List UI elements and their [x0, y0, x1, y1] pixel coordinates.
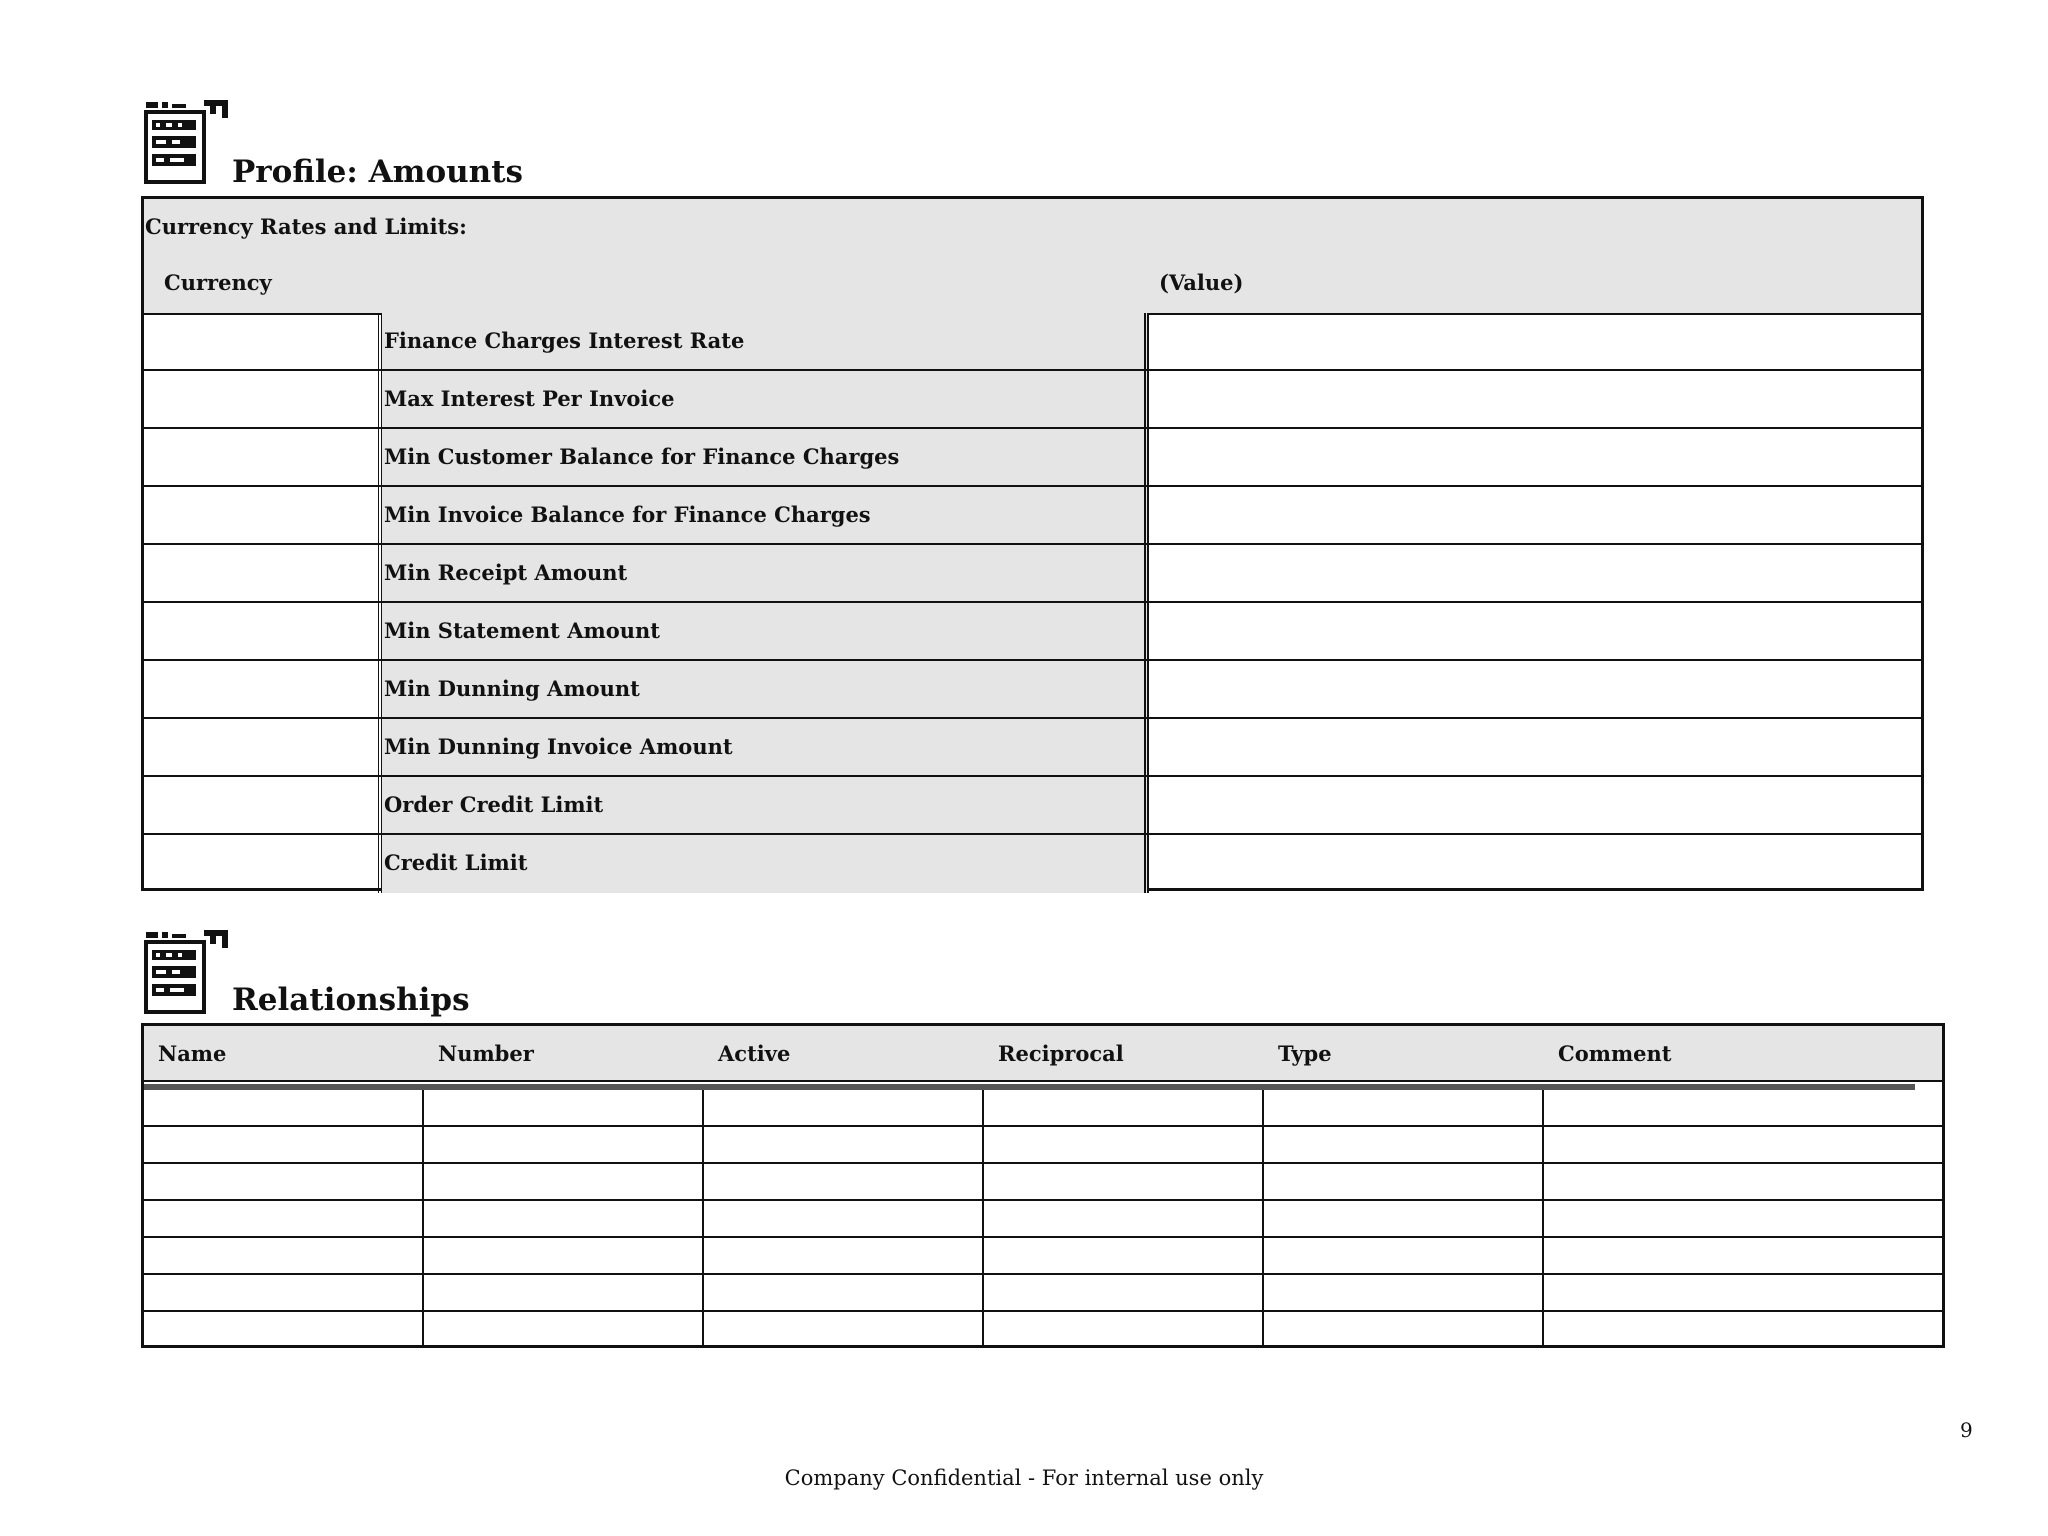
amount-row-label-cell	[382, 545, 1149, 601]
amount-row-label: Credit Limit	[384, 850, 528, 875]
relationships-rows	[144, 1090, 1942, 1345]
currency-input-cell[interactable]	[144, 719, 382, 775]
value-input-cell[interactable]	[1154, 371, 1921, 427]
amounts-table	[141, 196, 1924, 891]
currency-input-cell[interactable]	[144, 487, 382, 543]
currency-input-cell[interactable]	[144, 661, 382, 717]
currency-input-cell[interactable]	[144, 777, 382, 833]
relationships-section-title: Relationships	[232, 982, 470, 1018]
amount-row	[144, 777, 1921, 835]
amount-row-label: Order Credit Limit	[384, 792, 604, 817]
amount-row-label-cell	[382, 603, 1149, 659]
amount-row-label-cell	[382, 313, 1149, 369]
amount-row-label: Min Dunning Amount	[384, 676, 640, 701]
value-column-header: (Value)	[1159, 270, 1244, 295]
amounts-table-header	[144, 199, 1921, 315]
value-input-cell[interactable]	[1154, 545, 1921, 601]
currency-input-cell[interactable]	[144, 429, 382, 485]
relationship-row[interactable]	[144, 1127, 1942, 1164]
relationship-row[interactable]	[144, 1090, 1942, 1127]
type-column-header: Type	[1278, 1041, 1332, 1066]
amount-row-label: Min Customer Balance for Finance Charges	[384, 444, 900, 469]
currency-input-cell[interactable]	[144, 603, 382, 659]
currency-rates-header: Currency Rates and Limits:	[145, 214, 467, 239]
amount-row-label: Min Invoice Balance for Finance Charges	[384, 502, 871, 527]
currency-column-header: Currency	[164, 270, 272, 295]
relationships-table-header	[144, 1026, 1942, 1082]
currency-input-cell[interactable]	[144, 545, 382, 601]
amount-row	[144, 603, 1921, 661]
value-input-cell[interactable]	[1154, 661, 1921, 717]
form-list-icon	[144, 928, 230, 1014]
amount-row-label: Min Statement Amount	[384, 618, 660, 643]
value-input-cell[interactable]	[1154, 719, 1921, 775]
amount-row	[144, 313, 1921, 371]
value-input-cell[interactable]	[1154, 603, 1921, 659]
amount-row-label: Max Interest Per Invoice	[384, 386, 675, 411]
comment-column-header: Comment	[1558, 1041, 1672, 1066]
currency-input-cell[interactable]	[144, 835, 382, 893]
relationship-row[interactable]	[144, 1275, 1942, 1312]
amount-row	[144, 835, 1921, 893]
amounts-rows	[144, 313, 1921, 888]
form-list-icon	[144, 98, 230, 184]
relationship-row[interactable]	[144, 1312, 1942, 1349]
relationships-table	[141, 1023, 1945, 1348]
currency-input-cell[interactable]	[144, 313, 382, 369]
amount-row-label-cell	[382, 487, 1149, 543]
relationship-row[interactable]	[144, 1238, 1942, 1275]
amount-row	[144, 429, 1921, 487]
reciprocal-column-header: Reciprocal	[998, 1041, 1124, 1066]
amount-row	[144, 661, 1921, 719]
active-column-header: Active	[718, 1041, 791, 1066]
amounts-section-title: Profile: Amounts	[232, 154, 523, 190]
amount-row-label-cell	[382, 661, 1149, 717]
amount-row-label: Finance Charges Interest Rate	[384, 328, 745, 353]
page-number: 9	[1960, 1418, 1973, 1442]
amount-row-label-cell	[382, 835, 1149, 893]
amount-row-label-cell	[382, 719, 1149, 775]
name-column-header: Name	[158, 1041, 227, 1066]
value-input-cell[interactable]	[1154, 835, 1921, 893]
amount-row-label: Min Receipt Amount	[384, 560, 628, 585]
amount-row-label: Min Dunning Invoice Amount	[384, 734, 733, 759]
value-input-cell[interactable]	[1154, 487, 1921, 543]
relationship-row[interactable]	[144, 1164, 1942, 1201]
amount-row-label-cell	[382, 371, 1149, 427]
amount-row-label-cell	[382, 429, 1149, 485]
value-input-cell[interactable]	[1154, 429, 1921, 485]
footer-confidential-notice: Company Confidential - For internal use only	[784, 1466, 1264, 1490]
relationship-row[interactable]	[144, 1201, 1942, 1238]
amount-row	[144, 719, 1921, 777]
amount-row	[144, 371, 1921, 429]
value-input-cell[interactable]	[1154, 313, 1921, 369]
currency-input-cell[interactable]	[144, 371, 382, 427]
value-input-cell[interactable]	[1154, 777, 1921, 833]
amount-row-label-cell	[382, 777, 1149, 833]
amount-row	[144, 487, 1921, 545]
amount-row	[144, 545, 1921, 603]
number-column-header: Number	[438, 1041, 534, 1066]
